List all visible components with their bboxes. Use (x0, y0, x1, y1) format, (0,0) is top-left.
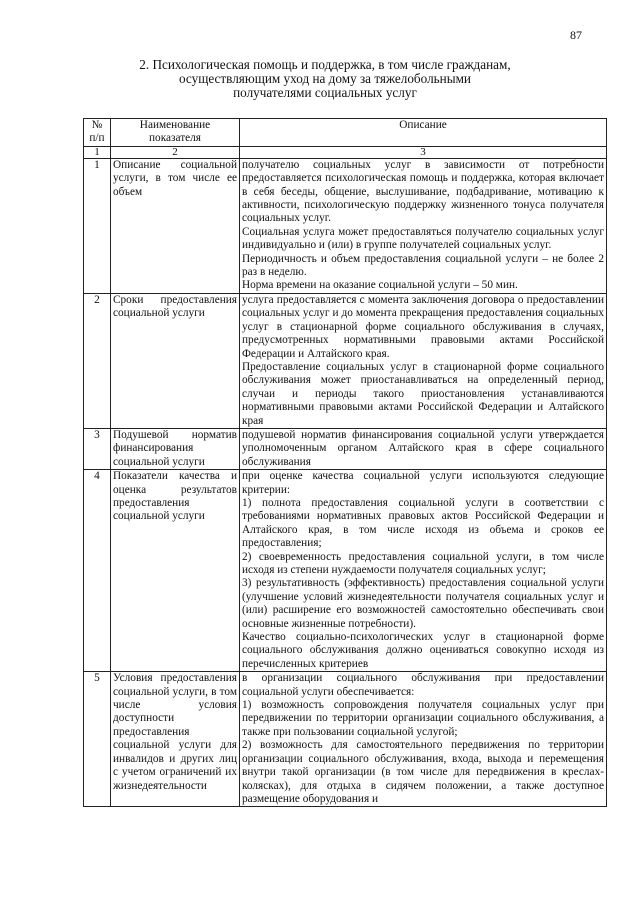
description-paragraph: 2) своевременность предоставления социальной услуги, в том числе исходя из степени нуждаемости получателя социальных услуг; (242, 550, 604, 576)
table-row (84, 470, 607, 672)
row-description (240, 470, 607, 672)
table-numbering-row (84, 146, 607, 158)
description-paragraph: получателю социальных услуг в зависимости от потребности предоставляется психологическая помощь и поддержка, которая включает в себя беседы, общение, выслушивание, подбадривание, мотивацию к активности, психологическую поддержку жизненного тонуса получателя социальных услуг. (242, 158, 604, 225)
heading-line-2: осуществляющим уход на дому за тяжелобольными (179, 71, 471, 86)
row-indicator: Сроки предоставления социальной услуги (111, 293, 240, 428)
description-paragraph: 2) возможность для самостоятельного передвижения по территории организации социального обслуживания, входа, выхода и перемещения внутри такой организации (в том числе для передвижения в креслах-колясках), для отдыха в сидячем положении, а также доступное размещение оборудования и (242, 739, 604, 805)
description-paragraph: 1) полнота предоставления социальной услуги в соответствии с требованиями нормативных правовых актов Российской Федерации и Алтайского края, в том числе исходя из объема и сроков ее предоставления; (242, 496, 604, 550)
header-indicator: Наименование показателя (111, 119, 240, 147)
row-description (240, 158, 607, 293)
section-heading (90, 58, 560, 100)
table-header-row (84, 119, 607, 147)
row-indicator: Условия предоставления социальной услуги, в том числе условия доступности предоставления социальной услуги для инвалидов и других лиц с учетом ограничений их жизнедеятельности (111, 672, 240, 807)
row-description (240, 672, 607, 807)
description-paragraph: 1) возможность сопровождения получателя социальных услуг при передвижении по территории организации социального обслуживания, а также при пользовании социальной услугой; (242, 699, 604, 738)
row-indicator: Показатели качества и оценка результатов предоставления социальной услуги (111, 470, 240, 672)
table-row (84, 158, 607, 293)
column-number-1: 1 (84, 146, 111, 158)
row-number: 3 (84, 428, 111, 469)
service-standard-table (83, 118, 607, 807)
description-paragraph: при оценке качества социальной услуги используются следующие критерии: (242, 470, 604, 496)
description-paragraph: Периодичность и объем предоставления социальной услуги – не более 2 раз в неделю. (242, 252, 604, 279)
table-row (84, 672, 607, 807)
row-description (240, 293, 607, 428)
description-paragraph: Качество социально-психологических услуг в стационарной форме социального обслуживания должно оцениваться совокупно исходя из перечисленных критериев (242, 631, 604, 670)
description-paragraph: Предоставление социальных услуг в стационарной форме социального обслуживания может приостанавливаться на определенный период, случаи и периоды такого приостановления устанавливаются нормативными правовыми актами Российской Федерации и Алтайского края (242, 360, 604, 427)
row-number: 2 (84, 293, 111, 428)
row-number: 5 (84, 672, 111, 807)
description-paragraph: в организации социального обслуживания при предоставлении социальной услуги обеспечивается: (242, 672, 604, 698)
heading-line-3: получателями социальных услуг (233, 85, 417, 100)
description-paragraph: 3) результативность (эффективность) предоставления социальной услуги (улучшение условий жизнедеятельности получателя социальных услуг и (или) расширение его возможностей самостоятельно обеспечивать свои основные жизненные потребности). (242, 577, 604, 630)
row-number: 1 (84, 158, 111, 293)
table-row (84, 428, 607, 469)
description-paragraph: подушевой норматив финансирования социальной услуги утверждается уполномоченным органом Алтайского края в сфере социального обслуживания (242, 428, 604, 468)
row-indicator: Описание социальной услуги, в том числе ее объем (111, 158, 240, 293)
header-number: № п/п (84, 119, 111, 147)
row-indicator: Подушевой норматив финансирования социальной услуги (111, 428, 240, 469)
heading-line-1: 2. Психологическая помощь и поддержка, в том числе гражданам, (139, 57, 511, 72)
page-number: 87 (570, 28, 582, 42)
description-paragraph: Норма времени на оказание социальной услуги – 50 мин. (242, 279, 518, 292)
header-description: Описание (240, 119, 607, 147)
column-number-3: 3 (240, 146, 607, 158)
table-row (84, 293, 607, 428)
description-paragraph: Социальная услуга может предоставляться получателю социальных услуг индивидуально и (или) в группе получателей социальных услуг. (242, 225, 604, 252)
column-number-2: 2 (111, 146, 240, 158)
row-number: 4 (84, 470, 111, 672)
row-description (240, 428, 607, 469)
description-paragraph: услуга предоставляется с момента заключения договора о предоставлении социальных услуг и до момента прекращения предоставления социальных услуг в стационарной форме социального обслуживания в случаях, предусмотренных нормативными правовыми актами Российской Федерации и Алтайского края. (242, 293, 604, 360)
